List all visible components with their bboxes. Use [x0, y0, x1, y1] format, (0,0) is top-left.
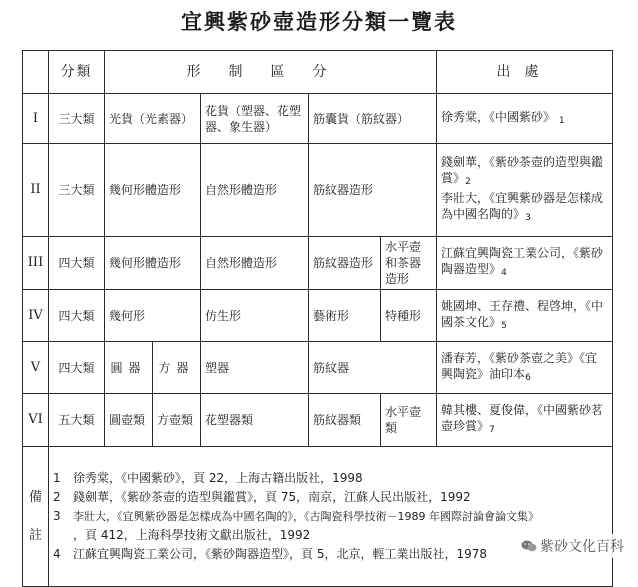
- footnote-ref: 4: [501, 268, 507, 278]
- table-row: [23, 394, 613, 447]
- note-item: [53, 507, 608, 526]
- source-text: 李壯大，《宜興紫砂器是怎樣成為中國名陶的》: [441, 191, 604, 221]
- source-text: 韓其樓、夏俊偉，《中國紫砂茗壺珍賞》: [441, 403, 604, 433]
- form-cell: 筋紋器: [309, 342, 437, 394]
- notes-label-text: 備註: [29, 489, 43, 543]
- watermark-text: 紫砂文化百科: [540, 539, 624, 555]
- note-number: 4: [53, 547, 61, 561]
- table-row: [23, 290, 613, 342]
- wechat-icon: [521, 540, 537, 552]
- form-cell: 仿生形: [201, 290, 309, 342]
- form-cell: 圓器: [105, 342, 153, 394]
- table-row: [23, 342, 613, 394]
- header-row: [23, 51, 613, 94]
- note-continuation: ，頁 412，上海科學技術文獻出版社，1992: [73, 528, 311, 542]
- note-text: 錢劍華，《紫砂茶壺的造型與鑑賞》，頁 75，南京，江蘇人民出版社，1992: [73, 490, 471, 504]
- form-cell: 筋囊貨（筋紋器）: [309, 94, 437, 144]
- form-cell: 筋紋器類: [309, 394, 381, 447]
- source-cell: [437, 394, 613, 447]
- note-text: 李壯大，《宜興紫砂器是怎樣成為中國名陶的》，《古陶瓷科學技術－1989 年國際討論會論文集》: [73, 510, 539, 523]
- note-number: 1: [53, 471, 61, 485]
- form-cell: 自然形體造形: [201, 237, 309, 290]
- form-cell: 幾何形: [105, 290, 201, 342]
- classification-table: [22, 50, 613, 587]
- header-category: 分類: [49, 51, 105, 94]
- source-cell: [437, 237, 613, 290]
- form-cell: 水平壺類: [381, 394, 437, 447]
- row-number: VI: [23, 394, 49, 447]
- form-cell: 光貨（光素器）: [105, 94, 201, 144]
- form-cell: 圓壺類: [105, 394, 153, 447]
- form-cell: 方壺類: [153, 394, 201, 447]
- source-cell: [437, 144, 613, 237]
- row-number: II: [23, 144, 49, 237]
- form-cell: 幾何形體造形: [105, 144, 201, 237]
- footnote-ref: 7: [489, 425, 495, 435]
- category-count: 三大類: [49, 94, 105, 144]
- form-cell: 水平壺和茶器造形: [381, 237, 437, 290]
- form-cell: 筋紋器造形: [309, 144, 437, 237]
- source-text: 潘春芳，《紫砂茶壺之美》《宜興陶瓷》油印本: [441, 350, 598, 381]
- footnote-ref: 5: [501, 320, 507, 331]
- category-count: 四大類: [49, 237, 105, 290]
- category-count: 四大類: [49, 290, 105, 342]
- table-row: [23, 237, 613, 290]
- source-text: 錢劍華，《紫砂茶壺的造型與鑑賞》: [441, 155, 604, 185]
- footnote-ref: 6: [525, 372, 531, 383]
- footnote-ref: 2: [465, 177, 471, 187]
- notes-label: [23, 447, 49, 587]
- source-cell: [437, 94, 613, 144]
- note-text: 江蘇宜興陶瓷工業公司，《紫砂陶器造型》，頁 5，北京，輕工業出版社，1978: [73, 547, 487, 561]
- row-number: V: [23, 342, 49, 394]
- notes-row: [23, 447, 613, 587]
- category-count: 五大類: [49, 394, 105, 447]
- page-title: 宜興紫砂壺造形分類一覽表: [181, 10, 457, 34]
- row-number: IV: [23, 290, 49, 342]
- note-text: 徐秀棠，《中國紫砂》，頁 22，上海古籍出版社，1998: [73, 471, 363, 485]
- note-number: 2: [53, 490, 61, 504]
- form-cell: 塑器: [201, 342, 309, 394]
- table-row: [23, 94, 613, 144]
- source-text: 姚國坤、王存禮、程啓坤，《中國茶文化》: [441, 298, 604, 329]
- source-cell: [437, 290, 613, 342]
- form-cell: 筋紋器造形: [309, 237, 381, 290]
- form-cell: 自然形體造形: [201, 144, 309, 237]
- category-count: 四大類: [49, 342, 105, 394]
- form-cell: 幾何形體造形: [105, 237, 201, 290]
- form-cell: 特種形: [381, 290, 437, 342]
- watermark: [517, 534, 628, 558]
- footnote-ref: 1: [558, 115, 565, 126]
- source-cell: [437, 342, 613, 394]
- note-item: [53, 488, 608, 507]
- header-source: 出處: [437, 51, 613, 94]
- row-number: I: [23, 94, 49, 144]
- source-text: 徐秀棠，《中國紫砂》: [441, 109, 556, 124]
- notes-cell: [49, 447, 613, 587]
- form-cell: 藝術形: [309, 290, 381, 342]
- form-cell: 花塑器類: [201, 394, 309, 447]
- note-item: [53, 469, 608, 488]
- header-form: 形制區分: [105, 51, 437, 94]
- form-cell: 花貨（塑器、花塑器、象生器）: [201, 94, 309, 144]
- form-cell: 方器: [153, 342, 201, 394]
- row-number: III: [23, 237, 49, 290]
- footnote-ref: 3: [525, 213, 531, 223]
- category-count: 三大類: [49, 144, 105, 237]
- source-text: 江蘇宜興陶瓷工業公司，《紫砂陶器造型》: [441, 246, 604, 276]
- note-number: 3: [53, 509, 61, 523]
- table-row: [23, 144, 613, 237]
- header-blank: [23, 51, 49, 94]
